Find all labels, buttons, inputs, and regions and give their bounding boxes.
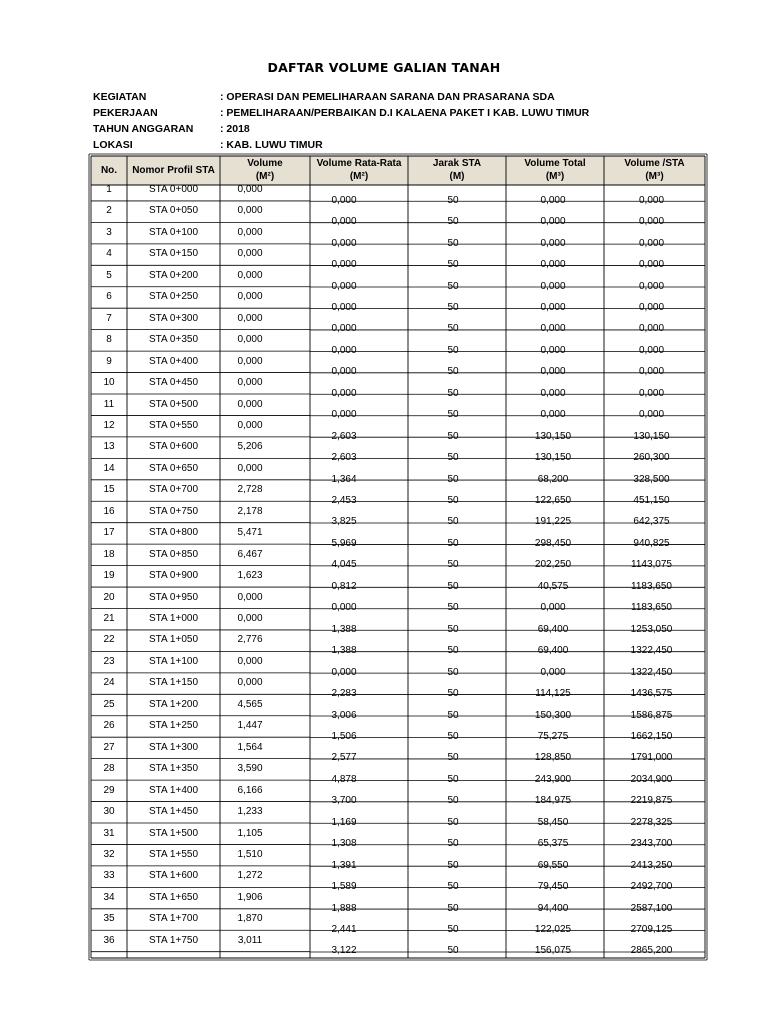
segment-average-volume: 2,283 bbox=[331, 688, 357, 700]
segment-cumulative-volume: 0,000 bbox=[638, 323, 665, 335]
station-number: 19 bbox=[103, 570, 115, 582]
station-volume: 0,000 bbox=[237, 591, 263, 603]
segment-distance: 50 bbox=[447, 752, 459, 764]
segment-average-volume: 1,391 bbox=[331, 859, 357, 871]
station-profile: STA 1+750 bbox=[148, 934, 199, 946]
column-header-unit: (M²) bbox=[255, 171, 275, 182]
segment-cumulative-volume: 1143,075 bbox=[631, 559, 672, 571]
station-volume: 2,776 bbox=[237, 634, 263, 646]
segment-total-volume: 298,450 bbox=[534, 537, 572, 549]
station-number: 22 bbox=[103, 634, 115, 646]
info-value: : OPERASI DAN PEMELIHARAAN SARANA DAN PRASARANA SDA bbox=[220, 91, 555, 103]
segment-cumulative-volume: 0,000 bbox=[638, 409, 665, 421]
station-number: 16 bbox=[103, 505, 115, 517]
station-volume: 1,510 bbox=[237, 848, 263, 860]
segment-total-volume: 243,900 bbox=[534, 773, 572, 785]
info-label: TAHUN ANGGARAN bbox=[93, 123, 194, 135]
station-volume: 6,467 bbox=[237, 548, 263, 560]
segment-distance: 50 bbox=[447, 366, 459, 378]
station-profile: STA 1+600 bbox=[148, 870, 199, 882]
station-profile: STA 1+050 bbox=[148, 634, 199, 646]
station-number: 32 bbox=[103, 848, 115, 860]
station-volume: 0,000 bbox=[237, 291, 263, 303]
station-volume: 1,447 bbox=[237, 720, 263, 732]
segment-distance: 50 bbox=[447, 301, 459, 313]
segment-average-volume: 0,000 bbox=[331, 387, 357, 399]
segment-total-volume: 79,450 bbox=[537, 881, 569, 893]
segment-cumulative-volume: 1586,875 bbox=[630, 709, 673, 721]
segment-total-volume: 0,000 bbox=[540, 344, 566, 356]
station-number: 30 bbox=[103, 806, 115, 818]
info-value: : PEMELIHARAAN/PERBAIKAN D.I KALAENA PAKET I KAB. LUWU TIMUR bbox=[220, 107, 590, 119]
segment-distance: 50 bbox=[447, 859, 459, 871]
segment-total-volume: 122,025 bbox=[534, 924, 572, 936]
segment-distance: 50 bbox=[447, 623, 459, 635]
segment-distance: 50 bbox=[447, 430, 459, 442]
segment-total-volume: 0,000 bbox=[540, 666, 566, 678]
segment-distance: 50 bbox=[447, 945, 459, 957]
segment-average-volume: 2,441 bbox=[331, 924, 357, 936]
document-title: DAFTAR VOLUME GALIAN TANAH bbox=[267, 60, 501, 75]
station-volume: 6,166 bbox=[237, 784, 263, 796]
station-volume: 0,000 bbox=[237, 334, 263, 346]
segment-cumulative-volume: 1183,650 bbox=[631, 580, 672, 592]
segment-average-volume: 1,169 bbox=[331, 816, 357, 828]
segment-average-volume: 3,122 bbox=[331, 945, 357, 957]
segment-average-volume: 4,045 bbox=[331, 559, 357, 571]
segment-total-volume: 94,400 bbox=[537, 902, 569, 914]
segment-cumulative-volume: 0,000 bbox=[638, 387, 665, 399]
station-volume: 5,206 bbox=[237, 441, 263, 453]
segment-distance: 50 bbox=[447, 516, 459, 528]
segment-distance: 50 bbox=[447, 795, 459, 807]
segment-cumulative-volume: 260,300 bbox=[633, 452, 670, 464]
segment-distance: 50 bbox=[447, 838, 459, 850]
station-profile: STA 1+650 bbox=[148, 891, 199, 903]
station-volume: 0,000 bbox=[237, 205, 263, 217]
segment-average-volume: 2,603 bbox=[331, 430, 357, 442]
station-number: 35 bbox=[103, 913, 115, 925]
station-profile: STA 0+700 bbox=[148, 484, 199, 496]
station-profile: STA 0+400 bbox=[148, 355, 199, 367]
segment-cumulative-volume: 0,000 bbox=[638, 366, 665, 378]
station-volume: 3,590 bbox=[237, 763, 263, 775]
segment-total-volume: 69,400 bbox=[537, 645, 569, 657]
station-number: 33 bbox=[103, 870, 115, 882]
segment-total-volume: 0,000 bbox=[540, 237, 566, 249]
station-profile: STA 0+950 bbox=[148, 591, 199, 603]
segment-cumulative-volume: 451,150 bbox=[633, 495, 670, 507]
station-volume: 2,728 bbox=[237, 484, 263, 496]
station-number: 23 bbox=[103, 655, 115, 667]
segment-average-volume: 0,000 bbox=[331, 666, 357, 678]
station-profile: STA 1+100 bbox=[148, 655, 199, 667]
station-profile: STA 0+500 bbox=[148, 398, 199, 410]
segment-cumulative-volume: 328,500 bbox=[633, 473, 670, 485]
segment-average-volume: 0,000 bbox=[331, 366, 357, 378]
station-volume: 0,000 bbox=[237, 398, 263, 410]
segment-total-volume: 128,850 bbox=[534, 752, 572, 764]
station-volume: 0,000 bbox=[237, 248, 263, 260]
station-profile: STA 1+550 bbox=[148, 848, 199, 860]
station-volume: 0,000 bbox=[237, 355, 263, 367]
station-profile: STA 0+100 bbox=[148, 226, 199, 238]
segment-distance: 50 bbox=[447, 387, 459, 399]
info-value: : 2018 bbox=[220, 123, 250, 135]
segment-cumulative-volume: 2587,100 bbox=[630, 902, 673, 914]
segment-cumulative-volume: 2413,250 bbox=[630, 859, 673, 871]
segment-average-volume: 0,000 bbox=[331, 216, 357, 228]
station-profile: STA 0+750 bbox=[148, 505, 199, 517]
station-number: 26 bbox=[103, 720, 115, 732]
segment-distance: 50 bbox=[447, 409, 459, 421]
station-profile: STA 0+050 bbox=[148, 205, 199, 217]
segment-total-volume: 202,250 bbox=[534, 559, 572, 571]
segment-distance: 50 bbox=[447, 709, 459, 721]
station-volume: 1,906 bbox=[237, 891, 263, 903]
segment-cumulative-volume: 2034,900 bbox=[630, 773, 673, 785]
segment-total-volume: 0,000 bbox=[540, 280, 566, 292]
column-header-unit: (M) bbox=[449, 171, 465, 182]
segment-total-volume: 0,000 bbox=[540, 323, 566, 335]
segment-average-volume: 1,888 bbox=[331, 902, 357, 914]
info-label: PEKERJAAN bbox=[93, 107, 158, 119]
station-volume: 2,178 bbox=[237, 505, 263, 517]
station-volume: 0,000 bbox=[237, 613, 263, 624]
segment-total-volume: 150,300 bbox=[534, 709, 572, 721]
segment-total-volume: 130,150 bbox=[534, 452, 572, 464]
segment-total-volume: 184,975 bbox=[534, 795, 572, 807]
info-value: : KAB. LUWU TIMUR bbox=[220, 139, 323, 151]
segment-distance: 50 bbox=[447, 730, 459, 742]
segment-average-volume: 1,506 bbox=[331, 730, 357, 742]
segment-cumulative-volume: 1183,650 bbox=[631, 602, 672, 614]
segment-distance: 50 bbox=[447, 924, 459, 936]
segment-average-volume: 0,812 bbox=[331, 580, 357, 592]
station-number: 34 bbox=[103, 891, 115, 903]
segment-distance: 50 bbox=[447, 259, 459, 271]
segment-cumulative-volume: 1322,450 bbox=[630, 645, 673, 657]
segment-cumulative-volume: 0,000 bbox=[638, 344, 665, 356]
station-number: 18 bbox=[103, 548, 115, 560]
station-number: 1 bbox=[106, 184, 112, 195]
segment-cumulative-volume: 0,000 bbox=[638, 237, 665, 249]
station-number: 9 bbox=[106, 355, 112, 367]
segment-distance: 50 bbox=[447, 645, 459, 657]
station-profile: STA 1+250 bbox=[148, 720, 199, 732]
station-profile: STA 0+650 bbox=[148, 462, 199, 474]
segment-cumulative-volume: 940,825 bbox=[633, 537, 670, 549]
station-profile: STA 1+400 bbox=[148, 784, 199, 796]
segment-cumulative-volume: 130,150 bbox=[633, 430, 670, 442]
segment-cumulative-volume: 1436,575 bbox=[630, 688, 673, 700]
column-header: No. bbox=[100, 165, 118, 176]
station-number: 6 bbox=[106, 291, 112, 303]
segment-distance: 50 bbox=[447, 537, 459, 549]
segment-average-volume: 0,000 bbox=[331, 323, 357, 335]
station-volume: 1,623 bbox=[237, 570, 263, 582]
segment-average-volume: 3,700 bbox=[331, 795, 357, 807]
station-number: 8 bbox=[106, 334, 112, 346]
station-number: 4 bbox=[106, 248, 112, 260]
column-header: Jarak STA bbox=[432, 158, 482, 169]
segment-total-volume: 114,125 bbox=[535, 688, 571, 700]
segment-distance: 50 bbox=[447, 773, 459, 785]
station-profile: STA 1+700 bbox=[148, 913, 199, 925]
segment-total-volume: 0,000 bbox=[540, 602, 566, 614]
segment-total-volume: 75,275 bbox=[537, 730, 569, 742]
segment-average-volume: 2,577 bbox=[331, 752, 357, 764]
segment-average-volume: 1,388 bbox=[331, 645, 357, 657]
segment-cumulative-volume: 0,000 bbox=[638, 216, 665, 228]
info-label: KEGIATAN bbox=[93, 91, 147, 103]
station-number: 27 bbox=[103, 741, 115, 753]
segment-average-volume: 0,000 bbox=[331, 409, 357, 421]
segment-total-volume: 0,000 bbox=[540, 409, 566, 421]
column-header: Volume Total bbox=[524, 158, 586, 169]
station-volume: 0,000 bbox=[237, 462, 263, 474]
segment-distance: 50 bbox=[447, 559, 459, 571]
column-header: Volume /STA bbox=[624, 158, 685, 169]
station-volume: 0,000 bbox=[237, 312, 263, 324]
segment-total-volume: 0,000 bbox=[540, 216, 566, 228]
segment-cumulative-volume: 2219,875 bbox=[630, 795, 673, 807]
column-header-unit: (M³) bbox=[545, 171, 565, 182]
segment-average-volume: 2,603 bbox=[331, 452, 357, 464]
info-label: LOKASI bbox=[93, 139, 133, 151]
segment-average-volume: 0,000 bbox=[331, 280, 357, 292]
station-number: 12 bbox=[103, 419, 115, 431]
station-volume: 0,000 bbox=[237, 677, 263, 689]
station-profile: STA 0+850 bbox=[148, 548, 199, 560]
station-volume: 0,000 bbox=[237, 377, 263, 389]
station-profile: STA 0+000 bbox=[148, 184, 199, 195]
station-profile: STA 0+250 bbox=[148, 291, 199, 303]
station-profile: STA 1+200 bbox=[148, 698, 199, 710]
segment-cumulative-volume: 0,000 bbox=[638, 280, 665, 292]
segment-total-volume: 0,000 bbox=[540, 301, 566, 313]
segment-cumulative-volume: 1253,050 bbox=[630, 623, 673, 635]
station-number: 17 bbox=[103, 527, 115, 539]
segment-distance: 50 bbox=[447, 473, 459, 485]
segment-average-volume: 5,969 bbox=[331, 537, 357, 549]
station-volume: 1,233 bbox=[237, 806, 263, 818]
segment-total-volume: 0,000 bbox=[540, 194, 566, 206]
segment-total-volume: 69,550 bbox=[537, 859, 569, 871]
station-number: 36 bbox=[103, 934, 115, 946]
segment-cumulative-volume: 0,000 bbox=[638, 301, 665, 313]
station-volume: 0,000 bbox=[237, 655, 263, 667]
station-volume: 1,272 bbox=[237, 870, 263, 882]
segment-total-volume: 65,375 bbox=[537, 838, 569, 850]
segment-cumulative-volume: 1662,150 bbox=[630, 730, 673, 742]
station-number: 10 bbox=[103, 377, 115, 389]
segment-distance: 50 bbox=[447, 323, 459, 335]
segment-distance: 50 bbox=[447, 280, 459, 292]
station-profile: STA 0+350 bbox=[148, 334, 199, 346]
segment-cumulative-volume: 0,000 bbox=[638, 259, 665, 271]
station-volume: 0,000 bbox=[237, 226, 263, 238]
segment-total-volume: 122,650 bbox=[534, 495, 572, 507]
station-number: 3 bbox=[106, 226, 112, 238]
station-number: 2 bbox=[106, 205, 112, 217]
column-header: Nomor Profil STA bbox=[132, 165, 215, 176]
station-profile: STA 0+450 bbox=[148, 377, 199, 389]
segment-distance: 50 bbox=[447, 452, 459, 464]
station-number: 31 bbox=[103, 827, 115, 839]
station-volume: 1,870 bbox=[237, 913, 263, 925]
station-profile: STA 0+900 bbox=[148, 570, 199, 582]
station-number: 28 bbox=[103, 763, 115, 775]
segment-total-volume: 191,225 bbox=[534, 516, 572, 528]
segment-average-volume: 3,006 bbox=[331, 709, 357, 721]
station-volume: 0,000 bbox=[237, 184, 263, 195]
segment-distance: 50 bbox=[447, 216, 459, 228]
station-volume: 1,564 bbox=[237, 741, 263, 753]
segment-cumulative-volume: 0,000 bbox=[638, 194, 665, 206]
segment-average-volume: 0,000 bbox=[331, 602, 357, 614]
station-volume: 3,011 bbox=[237, 934, 263, 946]
station-number: 13 bbox=[103, 441, 115, 453]
segment-average-volume: 3,825 bbox=[331, 516, 357, 528]
segment-cumulative-volume: 2865,200 bbox=[630, 945, 673, 957]
station-profile: STA 1+500 bbox=[148, 827, 199, 839]
segment-distance: 50 bbox=[447, 816, 459, 828]
segment-total-volume: 69,400 bbox=[537, 623, 569, 635]
station-number: 11 bbox=[103, 398, 115, 410]
segment-average-volume: 0,000 bbox=[331, 237, 357, 249]
station-number: 14 bbox=[103, 462, 115, 474]
segment-average-volume: 4,878 bbox=[331, 773, 357, 785]
segment-distance: 50 bbox=[447, 902, 459, 914]
segment-average-volume: 0,000 bbox=[331, 344, 357, 356]
segment-average-volume: 2,453 bbox=[331, 495, 357, 507]
station-number: 25 bbox=[103, 698, 115, 710]
column-header: Volume bbox=[247, 158, 283, 169]
station-number: 5 bbox=[106, 269, 112, 281]
segment-cumulative-volume: 1791,000 bbox=[630, 752, 673, 764]
segment-cumulative-volume: 642,375 bbox=[633, 516, 670, 528]
segment-average-volume: 0,000 bbox=[331, 259, 357, 271]
segment-total-volume: 0,000 bbox=[540, 387, 566, 399]
station-number: 15 bbox=[103, 484, 115, 496]
segment-distance: 50 bbox=[447, 580, 459, 592]
segment-average-volume: 0,000 bbox=[331, 194, 357, 206]
segment-total-volume: 40,575 bbox=[537, 580, 569, 592]
station-number: 24 bbox=[103, 677, 115, 689]
station-number: 21 bbox=[103, 613, 115, 624]
station-profile: STA 0+300 bbox=[148, 312, 199, 324]
station-profile: STA 1+300 bbox=[148, 741, 199, 753]
column-header-unit: (M²) bbox=[349, 171, 369, 182]
column-header-unit: (M³) bbox=[645, 171, 664, 182]
segment-average-volume: 1,388 bbox=[331, 623, 357, 635]
segment-distance: 50 bbox=[447, 194, 459, 206]
segment-cumulative-volume: 2278,325 bbox=[630, 816, 673, 828]
station-profile: STA 0+150 bbox=[148, 248, 199, 260]
segment-total-volume: 130,150 bbox=[534, 430, 572, 442]
segment-distance: 50 bbox=[447, 602, 459, 614]
station-profile: STA 1+450 bbox=[148, 806, 199, 818]
station-number: 7 bbox=[106, 312, 112, 324]
station-volume: 5,471 bbox=[237, 527, 263, 539]
station-profile: STA 0+600 bbox=[148, 441, 199, 453]
segment-total-volume: 68,200 bbox=[537, 473, 569, 485]
segment-cumulative-volume: 1322,450 bbox=[630, 666, 673, 678]
segment-total-volume: 0,000 bbox=[540, 366, 566, 378]
segment-distance: 50 bbox=[447, 237, 459, 249]
station-number: 20 bbox=[103, 591, 115, 603]
segment-distance: 50 bbox=[447, 666, 459, 678]
segment-total-volume: 0,000 bbox=[540, 259, 566, 271]
column-header: Volume Rata-Rata bbox=[316, 158, 402, 169]
segment-total-volume: 156,075 bbox=[534, 945, 572, 957]
station-volume: 0,000 bbox=[237, 419, 263, 431]
segment-average-volume: 1,364 bbox=[331, 473, 357, 485]
station-profile: STA 0+200 bbox=[148, 269, 199, 281]
segment-distance: 50 bbox=[447, 688, 459, 700]
segment-cumulative-volume: 2492,700 bbox=[630, 881, 673, 893]
station-volume: 1,105 bbox=[237, 827, 263, 839]
segment-average-volume: 1,308 bbox=[331, 838, 357, 850]
segment-distance: 50 bbox=[447, 344, 459, 356]
segment-distance: 50 bbox=[447, 495, 459, 507]
segment-average-volume: 0,000 bbox=[331, 301, 357, 313]
segment-distance: 50 bbox=[447, 881, 459, 893]
segment-cumulative-volume: 2343,700 bbox=[630, 838, 673, 850]
station-profile: STA 1+350 bbox=[148, 763, 199, 775]
segment-average-volume: 1,589 bbox=[331, 881, 357, 893]
station-number: 29 bbox=[103, 784, 115, 796]
station-volume: 0,000 bbox=[237, 269, 263, 281]
station-profile: STA 0+550 bbox=[148, 419, 199, 431]
station-profile: STA 1+150 bbox=[148, 677, 199, 689]
station-profile: STA 1+000 bbox=[148, 613, 199, 624]
segment-total-volume: 58,450 bbox=[537, 816, 569, 828]
segment-cumulative-volume: 2709,125 bbox=[630, 924, 673, 936]
station-volume: 4,565 bbox=[237, 698, 263, 710]
station-profile: STA 0+800 bbox=[148, 527, 199, 539]
